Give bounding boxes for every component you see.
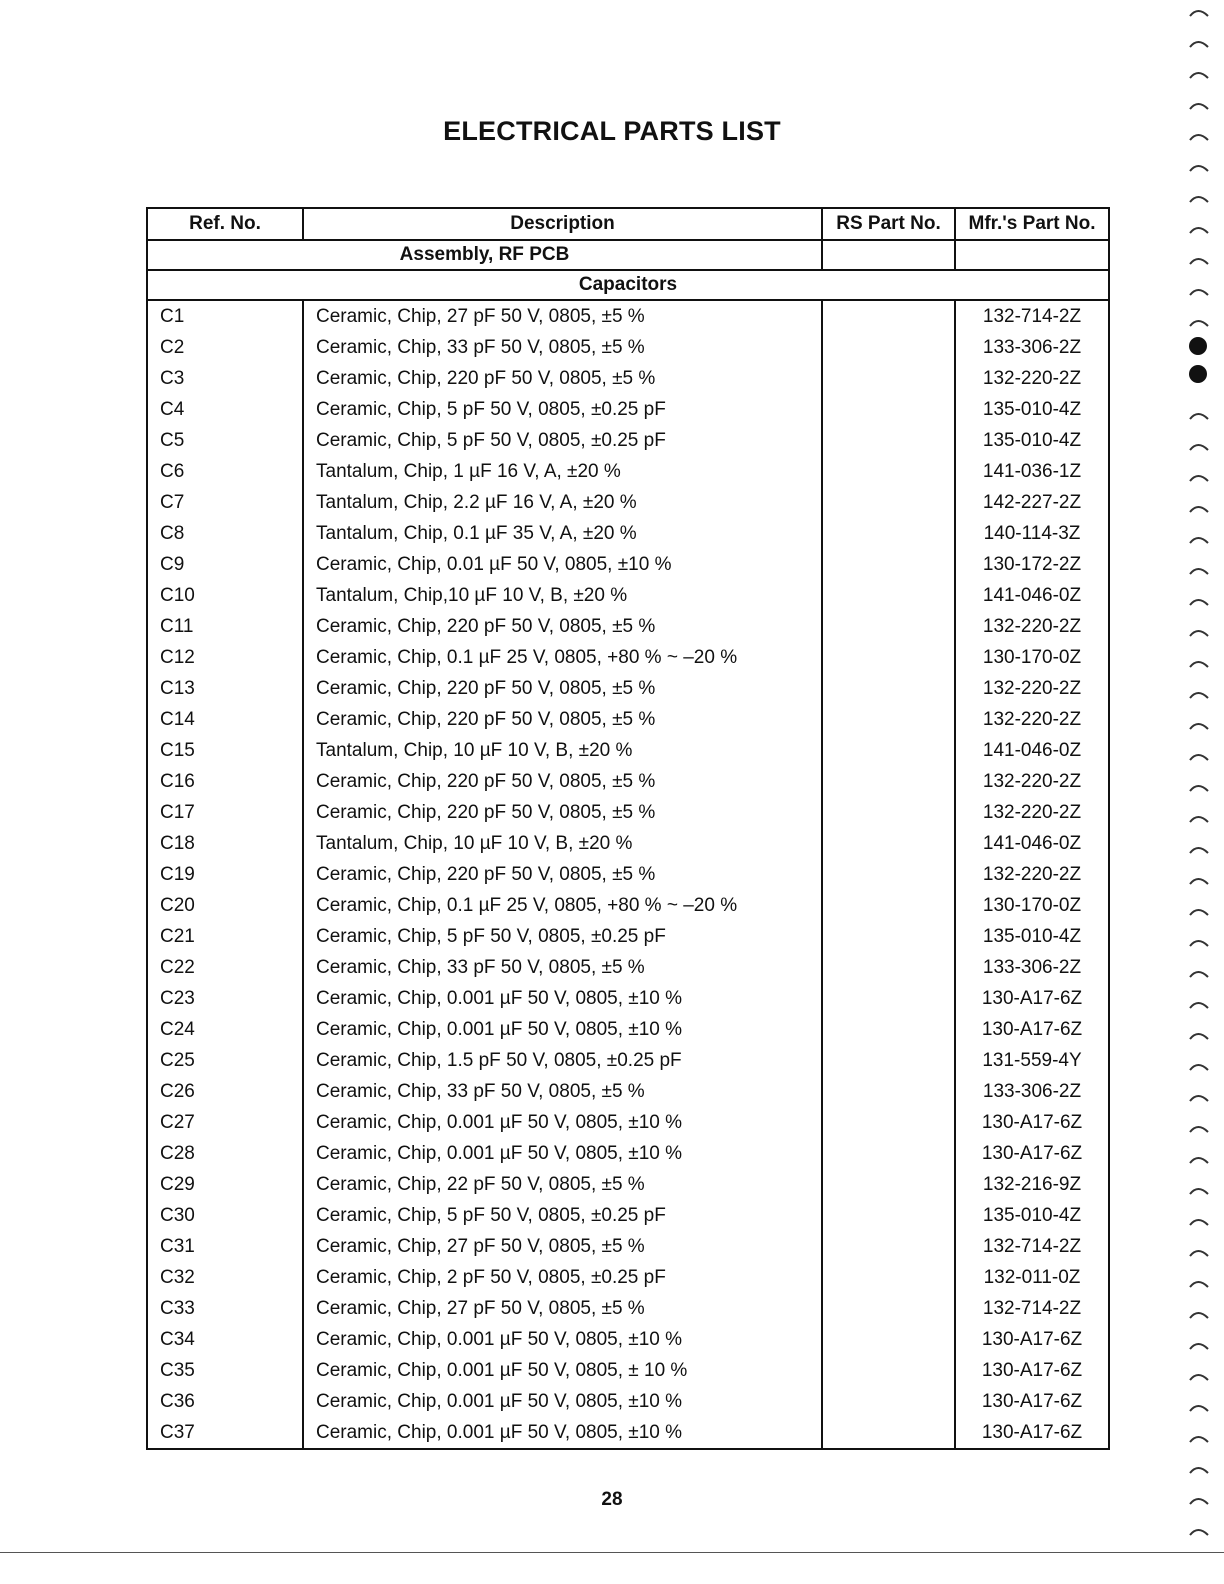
cell-rs-part-no xyxy=(822,1293,955,1324)
cell-description: Ceramic, Chip, 0.1 µF 25 V, 0805, +80 % ~ –20 % xyxy=(303,642,822,673)
cell-ref-no: C15 xyxy=(147,735,303,766)
cell-rs-part-no xyxy=(822,1262,955,1293)
binding-arc-mark xyxy=(1190,73,1208,78)
cell-mfr-part-no: 141-046-0Z xyxy=(955,580,1109,611)
cell-rs-part-no xyxy=(822,1014,955,1045)
page-title: ELECTRICAL PARTS LIST xyxy=(443,116,781,146)
cell-rs-part-no xyxy=(822,1076,955,1107)
table-row xyxy=(147,332,1109,363)
table-row xyxy=(147,673,1109,704)
cell-ref-no: C21 xyxy=(147,921,303,952)
table-row xyxy=(147,580,1109,611)
cell-mfr-part-no: 130-A17-6Z xyxy=(955,1324,1109,1355)
table-row xyxy=(147,1417,1109,1449)
binding-arc-mark xyxy=(1190,135,1208,140)
binding-arc-mark xyxy=(1190,910,1208,915)
cell-description: Ceramic, Chip, 0.01 µF 50 V, 0805, ±10 % xyxy=(303,549,822,580)
cell-rs-part-no xyxy=(822,704,955,735)
table-row xyxy=(147,300,1109,332)
cell-ref-no: C23 xyxy=(147,983,303,1014)
cell-rs-part-no xyxy=(822,1386,955,1417)
cell-description: Ceramic, Chip, 220 pF 50 V, 0805, ±5 % xyxy=(303,704,822,735)
cell-mfr-part-no: 132-220-2Z xyxy=(955,611,1109,642)
cell-ref-no: C30 xyxy=(147,1200,303,1231)
cell-mfr-part-no: 130-A17-6Z xyxy=(955,1386,1109,1417)
table-row xyxy=(147,1231,1109,1262)
cell-mfr-part-no: 130-A17-6Z xyxy=(955,1014,1109,1045)
cell-rs-part-no xyxy=(822,300,955,332)
binding-arc-mark xyxy=(1190,1282,1208,1287)
cell-description: Ceramic, Chip, 220 pF 50 V, 0805, ±5 % xyxy=(303,797,822,828)
cell-ref-no: C27 xyxy=(147,1107,303,1138)
cell-rs-part-no xyxy=(822,1355,955,1386)
cell-description: Ceramic, Chip, 0.001 µF 50 V, 0805, ±10 % xyxy=(303,1138,822,1169)
cell-description: Ceramic, Chip, 5 pF 50 V, 0805, ±0.25 pF xyxy=(303,394,822,425)
cell-ref-no: C29 xyxy=(147,1169,303,1200)
cell-description: Ceramic, Chip, 27 pF 50 V, 0805, ±5 % xyxy=(303,1231,822,1262)
cell-ref-no: C3 xyxy=(147,363,303,394)
header-ref-no: Ref. No. xyxy=(147,208,303,240)
cell-mfr-part-no: 135-010-4Z xyxy=(955,921,1109,952)
cell-mfr-part-no: 130-A17-6Z xyxy=(955,1355,1109,1386)
binding-arc-mark xyxy=(1190,1096,1208,1101)
cell-rs-part-no xyxy=(822,797,955,828)
table-row xyxy=(147,921,1109,952)
binding-arc-mark xyxy=(1190,1468,1208,1473)
cell-ref-no: C10 xyxy=(147,580,303,611)
binding-arc-mark xyxy=(1190,228,1208,233)
cell-rs-part-no xyxy=(822,611,955,642)
binding-arc-mark xyxy=(1190,1499,1208,1504)
table-row xyxy=(147,983,1109,1014)
table-row xyxy=(147,1076,1109,1107)
cell-description: Tantalum, Chip, 10 µF 10 V, B, ±20 % xyxy=(303,735,822,766)
cell-mfr-part-no: 141-046-0Z xyxy=(955,735,1109,766)
cell-description: Tantalum, Chip,10 µF 10 V, B, ±20 % xyxy=(303,580,822,611)
cell-rs-part-no xyxy=(822,332,955,363)
table-row xyxy=(147,1045,1109,1076)
assembly-mfr-cell xyxy=(955,240,1109,270)
binding-arc-mark xyxy=(1190,755,1208,760)
cell-ref-no: C2 xyxy=(147,332,303,363)
binding-arc-mark xyxy=(1190,569,1208,574)
table-row xyxy=(147,1293,1109,1324)
cell-ref-no: C18 xyxy=(147,828,303,859)
cell-ref-no: C16 xyxy=(147,766,303,797)
cell-mfr-part-no: 132-220-2Z xyxy=(955,673,1109,704)
cell-mfr-part-no: 132-714-2Z xyxy=(955,1293,1109,1324)
cell-mfr-part-no: 135-010-4Z xyxy=(955,425,1109,456)
binding-arc-mark xyxy=(1190,259,1208,264)
cell-rs-part-no xyxy=(822,1231,955,1262)
cell-mfr-part-no: 130-A17-6Z xyxy=(955,1107,1109,1138)
binding-arc-mark xyxy=(1190,1158,1208,1163)
category-label: Capacitors xyxy=(147,270,1109,300)
cell-mfr-part-no: 132-714-2Z xyxy=(955,300,1109,332)
cell-rs-part-no xyxy=(822,1324,955,1355)
cell-description: Ceramic, Chip, 5 pF 50 V, 0805, ±0.25 pF xyxy=(303,1200,822,1231)
cell-rs-part-no xyxy=(822,580,955,611)
cell-ref-no: C32 xyxy=(147,1262,303,1293)
cell-mfr-part-no: 130-A17-6Z xyxy=(955,1138,1109,1169)
cell-description: Ceramic, Chip, 0.001 µF 50 V, 0805, ± 10 % xyxy=(303,1355,822,1386)
cell-description: Ceramic, Chip, 33 pF 50 V, 0805, ±5 % xyxy=(303,1076,822,1107)
cell-rs-part-no xyxy=(822,828,955,859)
table-row xyxy=(147,518,1109,549)
binding-arc-mark xyxy=(1190,1127,1208,1132)
cell-rs-part-no xyxy=(822,487,955,518)
binding-arc-mark xyxy=(1190,507,1208,512)
cell-rs-part-no xyxy=(822,766,955,797)
table-row xyxy=(147,859,1109,890)
cell-description: Ceramic, Chip, 0.1 µF 25 V, 0805, +80 % ~ –20 % xyxy=(303,890,822,921)
table-row xyxy=(147,828,1109,859)
binding-arc-mark xyxy=(1190,631,1208,636)
cell-mfr-part-no: 132-714-2Z xyxy=(955,1231,1109,1262)
binding-arc-mark xyxy=(1190,197,1208,202)
binding-arc-mark xyxy=(1190,1003,1208,1008)
parts-rows xyxy=(147,300,1109,1449)
table-row xyxy=(147,1138,1109,1169)
table-row xyxy=(147,487,1109,518)
cell-ref-no: C19 xyxy=(147,859,303,890)
cell-description: Ceramic, Chip, 0.001 µF 50 V, 0805, ±10 % xyxy=(303,1324,822,1355)
cell-mfr-part-no: 141-036-1Z xyxy=(955,456,1109,487)
cell-rs-part-no xyxy=(822,859,955,890)
category-row xyxy=(147,270,1109,300)
table-row xyxy=(147,1014,1109,1045)
cell-description: Tantalum, Chip, 2.2 µF 16 V, A, ±20 % xyxy=(303,487,822,518)
cell-rs-part-no xyxy=(822,518,955,549)
cell-mfr-part-no: 140-114-3Z xyxy=(955,518,1109,549)
assembly-row xyxy=(147,240,1109,270)
cell-description: Ceramic, Chip, 22 pF 50 V, 0805, ±5 % xyxy=(303,1169,822,1200)
cell-description: Ceramic, Chip, 220 pF 50 V, 0805, ±5 % xyxy=(303,859,822,890)
assembly-label: Assembly, RF PCB xyxy=(147,240,822,270)
cell-rs-part-no xyxy=(822,1200,955,1231)
cell-mfr-part-no: 132-220-2Z xyxy=(955,766,1109,797)
binding-arc-mark xyxy=(1190,1065,1208,1070)
cell-ref-no: C25 xyxy=(147,1045,303,1076)
table-row xyxy=(147,952,1109,983)
table-row xyxy=(147,1262,1109,1293)
cell-ref-no: C9 xyxy=(147,549,303,580)
cell-description: Ceramic, Chip, 5 pF 50 V, 0805, ±0.25 pF xyxy=(303,425,822,456)
cell-rs-part-no xyxy=(822,1417,955,1449)
binding-hole-marks xyxy=(1180,0,1216,1584)
cell-ref-no: C1 xyxy=(147,300,303,332)
table-row xyxy=(147,1107,1109,1138)
table-row xyxy=(147,425,1109,456)
cell-description: Tantalum, Chip, 0.1 µF 35 V, A, ±20 % xyxy=(303,518,822,549)
cell-rs-part-no xyxy=(822,456,955,487)
cell-mfr-part-no: 133-306-2Z xyxy=(955,1076,1109,1107)
cell-mfr-part-no: 142-227-2Z xyxy=(955,487,1109,518)
cell-description: Ceramic, Chip, 2 pF 50 V, 0805, ±0.25 pF xyxy=(303,1262,822,1293)
binding-arc-mark xyxy=(1190,786,1208,791)
table-row xyxy=(147,1386,1109,1417)
binding-arc-mark xyxy=(1190,1437,1208,1442)
cell-ref-no: C7 xyxy=(147,487,303,518)
cell-description: Ceramic, Chip, 220 pF 50 V, 0805, ±5 % xyxy=(303,363,822,394)
table-row xyxy=(147,549,1109,580)
binding-arc-mark xyxy=(1190,817,1208,822)
cell-ref-no: C5 xyxy=(147,425,303,456)
table-row xyxy=(147,611,1109,642)
table-row xyxy=(147,766,1109,797)
cell-rs-part-no xyxy=(822,1169,955,1200)
cell-ref-no: C4 xyxy=(147,394,303,425)
table-row xyxy=(147,1200,1109,1231)
cell-mfr-part-no: 130-170-0Z xyxy=(955,642,1109,673)
header-rs-part-no: RS Part No. xyxy=(822,208,955,240)
binding-arc-mark xyxy=(1190,104,1208,109)
binding-arc-mark xyxy=(1190,693,1208,698)
binding-arc-mark xyxy=(1190,879,1208,884)
cell-mfr-part-no: 132-220-2Z xyxy=(955,859,1109,890)
cell-rs-part-no xyxy=(822,890,955,921)
cell-description: Ceramic, Chip, 33 pF 50 V, 0805, ±5 % xyxy=(303,952,822,983)
binding-arc-mark xyxy=(1190,538,1208,543)
binding-arc-mark xyxy=(1190,1220,1208,1225)
header-mfr-part-no: Mfr.'s Part No. xyxy=(955,208,1109,240)
cell-ref-no: C13 xyxy=(147,673,303,704)
footer-rule xyxy=(0,1552,1224,1553)
cell-ref-no: C20 xyxy=(147,890,303,921)
punch-hole-mark xyxy=(1189,365,1207,383)
cell-description: Ceramic, Chip, 27 pF 50 V, 0805, ±5 % xyxy=(303,1293,822,1324)
cell-mfr-part-no: 132-011-0Z xyxy=(955,1262,1109,1293)
binding-arc-mark xyxy=(1190,321,1208,326)
table-row xyxy=(147,890,1109,921)
cell-rs-part-no xyxy=(822,642,955,673)
cell-description: Ceramic, Chip, 220 pF 50 V, 0805, ±5 % xyxy=(303,611,822,642)
table-row xyxy=(147,797,1109,828)
cell-description: Tantalum, Chip, 1 µF 16 V, A, ±20 % xyxy=(303,456,822,487)
table-row xyxy=(147,1355,1109,1386)
binding-arc-mark xyxy=(1190,414,1208,419)
cell-mfr-part-no: 130-A17-6Z xyxy=(955,1417,1109,1449)
cell-description: Ceramic, Chip, 0.001 µF 50 V, 0805, ±10 % xyxy=(303,1014,822,1045)
binding-arc-mark xyxy=(1190,1251,1208,1256)
page-number: 28 xyxy=(601,1489,623,1510)
cell-mfr-part-no: 135-010-4Z xyxy=(955,1200,1109,1231)
cell-mfr-part-no: 133-306-2Z xyxy=(955,952,1109,983)
cell-rs-part-no xyxy=(822,1045,955,1076)
table-row xyxy=(147,642,1109,673)
cell-ref-no: C22 xyxy=(147,952,303,983)
binding-arc-mark xyxy=(1190,1034,1208,1039)
cell-description: Ceramic, Chip, 27 pF 50 V, 0805, ±5 % xyxy=(303,300,822,332)
cell-rs-part-no xyxy=(822,983,955,1014)
cell-mfr-part-no: 131-559-4Y xyxy=(955,1045,1109,1076)
binding-arc-mark xyxy=(1190,1313,1208,1318)
cell-ref-no: C33 xyxy=(147,1293,303,1324)
cell-mfr-part-no: 130-A17-6Z xyxy=(955,983,1109,1014)
binding-arc-mark xyxy=(1190,1189,1208,1194)
cell-rs-part-no xyxy=(822,363,955,394)
binding-arc-mark xyxy=(1190,1530,1208,1535)
binding-arc-mark xyxy=(1190,1406,1208,1411)
cell-rs-part-no xyxy=(822,952,955,983)
cell-rs-part-no xyxy=(822,673,955,704)
cell-ref-no: C6 xyxy=(147,456,303,487)
cell-ref-no: C12 xyxy=(147,642,303,673)
cell-ref-no: C31 xyxy=(147,1231,303,1262)
cell-ref-no: C37 xyxy=(147,1417,303,1449)
cell-ref-no: C14 xyxy=(147,704,303,735)
cell-mfr-part-no: 135-010-4Z xyxy=(955,394,1109,425)
table-header-row xyxy=(147,208,1109,240)
cell-rs-part-no xyxy=(822,425,955,456)
binding-arc-mark xyxy=(1190,724,1208,729)
cell-ref-no: C17 xyxy=(147,797,303,828)
binding-arc-mark xyxy=(1190,476,1208,481)
cell-mfr-part-no: 130-170-0Z xyxy=(955,890,1109,921)
binding-arc-mark xyxy=(1190,445,1208,450)
binding-arc-mark xyxy=(1190,1344,1208,1349)
parts-table xyxy=(146,207,1110,1450)
cell-rs-part-no xyxy=(822,549,955,580)
cell-mfr-part-no: 132-220-2Z xyxy=(955,704,1109,735)
cell-description: Ceramic, Chip, 1.5 pF 50 V, 0805, ±0.25 pF xyxy=(303,1045,822,1076)
cell-ref-no: C34 xyxy=(147,1324,303,1355)
table-row xyxy=(147,394,1109,425)
cell-mfr-part-no: 141-046-0Z xyxy=(955,828,1109,859)
binding-arc-mark xyxy=(1190,11,1208,16)
binding-arc-mark xyxy=(1190,1375,1208,1380)
table-row xyxy=(147,1169,1109,1200)
table-row xyxy=(147,704,1109,735)
cell-mfr-part-no: 133-306-2Z xyxy=(955,332,1109,363)
binding-arc-mark xyxy=(1190,600,1208,605)
cell-ref-no: C24 xyxy=(147,1014,303,1045)
cell-description: Ceramic, Chip, 5 pF 50 V, 0805, ±0.25 pF xyxy=(303,921,822,952)
cell-ref-no: C26 xyxy=(147,1076,303,1107)
table-row xyxy=(147,456,1109,487)
cell-mfr-part-no: 130-172-2Z xyxy=(955,549,1109,580)
punch-hole-mark xyxy=(1189,337,1207,355)
cell-description: Ceramic, Chip, 0.001 µF 50 V, 0805, ±10 % xyxy=(303,1417,822,1449)
cell-rs-part-no xyxy=(822,735,955,766)
cell-ref-no: C36 xyxy=(147,1386,303,1417)
cell-ref-no: C28 xyxy=(147,1138,303,1169)
table-row xyxy=(147,735,1109,766)
cell-description: Ceramic, Chip, 0.001 µF 50 V, 0805, ±10 % xyxy=(303,1386,822,1417)
cell-description: Tantalum, Chip, 10 µF 10 V, B, ±20 % xyxy=(303,828,822,859)
cell-description: Ceramic, Chip, 33 pF 50 V, 0805, ±5 % xyxy=(303,332,822,363)
binding-arc-mark xyxy=(1190,166,1208,171)
binding-arc-mark xyxy=(1190,941,1208,946)
cell-rs-part-no xyxy=(822,1138,955,1169)
table-row xyxy=(147,363,1109,394)
cell-ref-no: C35 xyxy=(147,1355,303,1386)
cell-mfr-part-no: 132-216-9Z xyxy=(955,1169,1109,1200)
cell-rs-part-no xyxy=(822,921,955,952)
cell-rs-part-no xyxy=(822,394,955,425)
cell-description: Ceramic, Chip, 0.001 µF 50 V, 0805, ±10 % xyxy=(303,983,822,1014)
cell-description: Ceramic, Chip, 220 pF 50 V, 0805, ±5 % xyxy=(303,673,822,704)
binding-arc-mark xyxy=(1190,972,1208,977)
cell-rs-part-no xyxy=(822,1107,955,1138)
cell-mfr-part-no: 132-220-2Z xyxy=(955,797,1109,828)
cell-ref-no: C11 xyxy=(147,611,303,642)
cell-mfr-part-no: 132-220-2Z xyxy=(955,363,1109,394)
cell-ref-no: C8 xyxy=(147,518,303,549)
binding-arc-mark xyxy=(1190,662,1208,667)
cell-description: Ceramic, Chip, 0.001 µF 50 V, 0805, ±10 % xyxy=(303,1107,822,1138)
cell-description: Ceramic, Chip, 220 pF 50 V, 0805, ±5 % xyxy=(303,766,822,797)
binding-arc-mark xyxy=(1190,290,1208,295)
header-description: Description xyxy=(303,208,822,240)
binding-arc-mark xyxy=(1190,848,1208,853)
assembly-rs-cell xyxy=(822,240,955,270)
binding-arc-mark xyxy=(1190,42,1208,47)
table-row xyxy=(147,1324,1109,1355)
